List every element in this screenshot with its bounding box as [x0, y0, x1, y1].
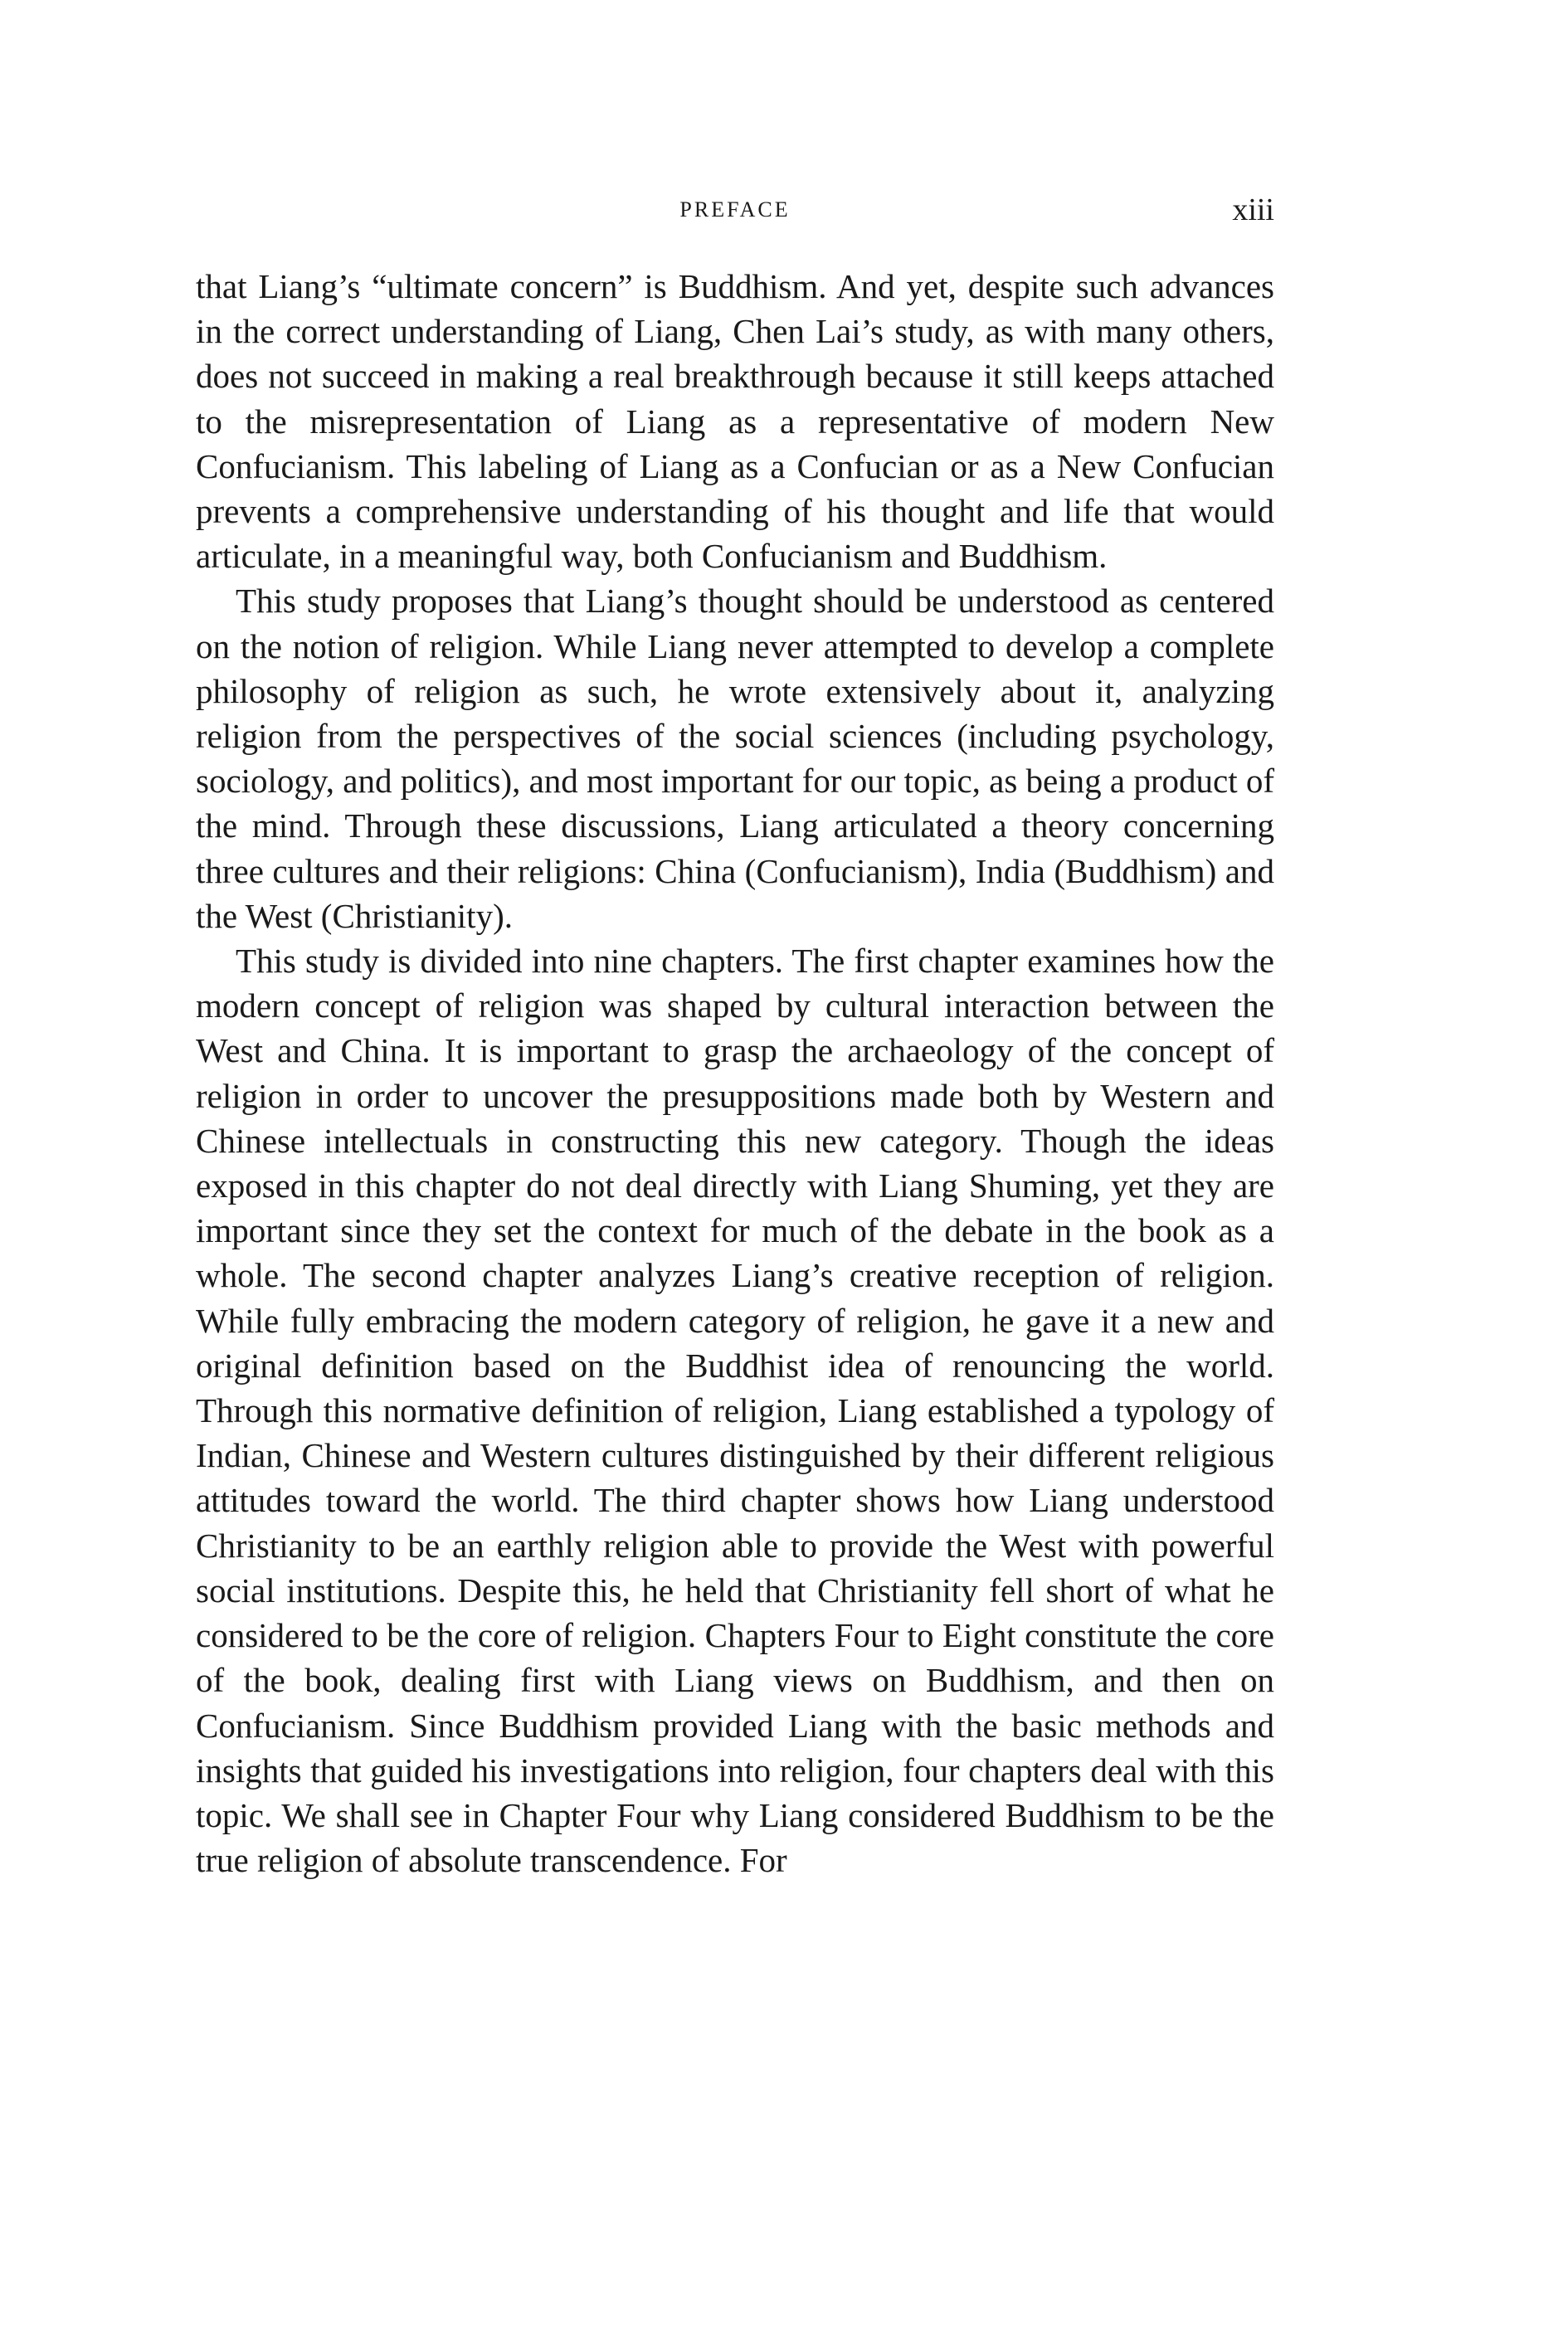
- running-head: [196, 189, 1274, 231]
- body-text: [196, 264, 1274, 1882]
- page-number: xiii: [1232, 192, 1274, 227]
- running-title: PREFACE: [679, 197, 791, 222]
- paragraph: This study proposes that Liang’s thought should be understood as centered on the notion of religion. While Liang never attempted to develop a complete philosophy of religion as such, he wrote extensively about it, analyzing religion from the perspectives of the social sciences (including psychology, sociology, and politics), and most important for our topic, as being a product of the mind. Through these discussions, Liang articulated a theory concerning three cultures and their religions: China (Confucianism), India (Buddhism) and the West (Christianity).: [196, 582, 1274, 935]
- paragraph: This study is divided into nine chapters. The first chapter examines how the modern concept of religion was shaped by cultural interaction between the West and China. It is important to grasp the archaeology of the concept of religion in order to uncover the presuppositions made both by Western and Chinese intellectuals in constructing this new category. Though the ideas exposed in this chapter do not deal directly with Liang Shuming, yet they are important since they set the context for much of the debate in the book as a whole. The second chapter analyzes Liang’s creative reception of religion. While fully embracing the modern category of religion, he gave it a new and original definition based on the Buddhist idea of renouncing the world. Through this normative definition of religion, Liang established a typology of Indian, Chinese and Western cultures distinguished by their different religious attitudes toward the world. The third chapter shows how Liang understood Christianity to be an earthly religion able to provide the West with powerful social institutions. Despite this, he held that Christianity fell short of what he considered to be the core of religion. Chapters Four to Eight constitute the core of the book, dealing first with Liang views on Buddhism, and then on Confucianism. Since Buddhism provided Liang with the basic methods and insights that guided his investigations into religion, four chapters deal with this topic. We shall see in Chapter Four why Liang considered Buddhism to be the true religion of absolute transcendence. For: [196, 942, 1274, 1880]
- paragraph-continued: that Liang’s “ultimate concern” is Buddhism. And yet, despite such advances in the correct understanding of Liang, Chen Lai’s study, as with many others, does not succeed in making a real breakthrough because it still keeps attached to the misrepresentation of Liang as a representative of modern New Confucianism. This labeling of Liang as a Confucian or as a New Confucian prevents a comprehensive understanding of his thought and life that would articulate, in a meaningful way, both Confucianism and Buddhism.: [196, 267, 1274, 576]
